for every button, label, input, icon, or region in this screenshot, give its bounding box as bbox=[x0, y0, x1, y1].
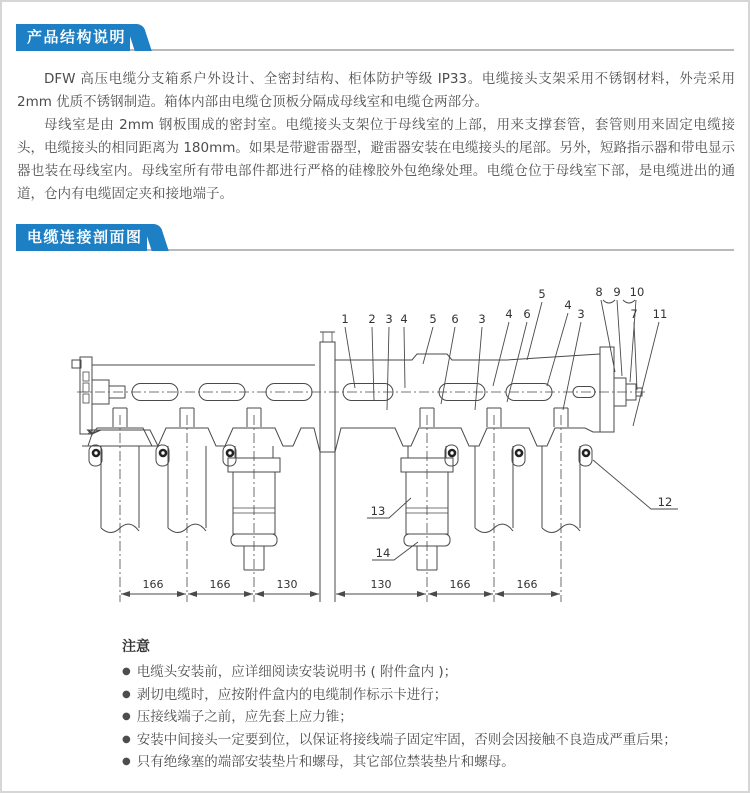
note-item bbox=[122, 684, 708, 707]
section-title-banner: 电缆连接剖面图 bbox=[16, 224, 147, 251]
section-header-structure bbox=[16, 24, 734, 51]
part-label: 13 bbox=[370, 504, 386, 518]
part-leaders bbox=[345, 300, 678, 560]
part-label: 2 bbox=[368, 312, 376, 326]
dimension-label: 166 bbox=[209, 578, 231, 591]
part-label: 1 bbox=[341, 312, 349, 326]
note-item bbox=[122, 751, 708, 774]
dimension-label: 166 bbox=[516, 578, 538, 591]
part-label: 5 bbox=[538, 287, 546, 301]
part-label: 8 bbox=[595, 285, 603, 299]
housing-bottom-profile bbox=[88, 428, 600, 452]
installation-notes bbox=[122, 636, 708, 774]
part-label: 6 bbox=[451, 312, 459, 326]
part-label: 3 bbox=[577, 307, 585, 321]
paragraph-1: DFW 高压电缆分支箱系户外设计、全密封结构、柜体防护等级 IP33。电缆接头支架采用不锈钢材料，外壳采用 2mm 优质不锈钢制造。箱体内部由电缆仓顶板分隔成母线室和电缆仓两部分。 bbox=[17, 71, 735, 110]
dimension-label: 166 bbox=[449, 578, 471, 591]
straight-joint-cables bbox=[228, 446, 453, 570]
bullet-icon: ● bbox=[122, 666, 131, 677]
bullet-icon: ● bbox=[122, 756, 131, 767]
diagram-svg bbox=[37, 280, 717, 614]
bullet-icon: ● bbox=[122, 733, 131, 745]
part-label: 9 bbox=[613, 285, 621, 299]
cable-clamps bbox=[89, 445, 592, 466]
cable-stems bbox=[113, 408, 568, 427]
note-text: 剥切电缆时，应按附件盒内的电缆制作标示卡进行； bbox=[136, 686, 448, 703]
dimension-label: 166 bbox=[142, 578, 164, 591]
dimension-label: 130 bbox=[276, 578, 298, 591]
part-label: 3 bbox=[385, 312, 393, 326]
note-item bbox=[122, 661, 708, 684]
cable-cross-section-diagram bbox=[37, 280, 717, 614]
part-label: 14 bbox=[375, 546, 391, 560]
part-label: 5 bbox=[429, 312, 437, 326]
cable-centerlines bbox=[120, 415, 561, 602]
part-label: 6 bbox=[523, 307, 531, 321]
paragraph-2: 母线室是由 2mm 钢板围成的密封室。电缆接头支架位于母线室的上部，用来支撑套管，套管则用来固定电缆接头，电缆接头的相同距离为 180mm。如果是带避雷器型，避雷器安装在电缆接头的尾部。另外，短路指示器和带电显示器也装在母线室内。母线室所有带电部件都进行严格的硅橡胶外包绝缘处理。电缆仓位于母线室下部，是电缆进出的通道，仓内有电缆固定夹和接地端子。 bbox=[17, 117, 735, 202]
bullet-icon: ● bbox=[122, 711, 131, 722]
note-item bbox=[122, 729, 708, 752]
part-label: 4 bbox=[505, 307, 513, 321]
part-label: 4 bbox=[400, 312, 408, 326]
notes-heading: 注意 bbox=[122, 639, 150, 655]
note-text: 电缆头安装前，应详细阅读安装说明书 ( 附件盒内 )； bbox=[136, 664, 458, 680]
part-label: 10 bbox=[629, 285, 645, 299]
part-label: 11 bbox=[652, 307, 668, 321]
bullet-icon: ● bbox=[122, 688, 131, 700]
note-text: 压接线端子之前，应先套上应力锥； bbox=[136, 709, 353, 725]
note-item bbox=[122, 706, 708, 729]
part-labels bbox=[341, 285, 672, 560]
part-label: 4 bbox=[564, 298, 572, 312]
note-text: 只有绝缘塞的端部安装垫片和螺母，其它部位禁装垫片和螺母。 bbox=[136, 754, 515, 770]
part-label: 3 bbox=[478, 312, 486, 326]
note-text: 安装中间接头一定要到位，以保证将接线端子固定牢固，否则会因接触不良造成严重后果； bbox=[136, 731, 677, 748]
section-header-diagram bbox=[16, 224, 734, 251]
dimension-label: 130 bbox=[370, 578, 392, 591]
cables bbox=[101, 446, 580, 533]
part-label: 12 bbox=[657, 495, 673, 509]
structure-description bbox=[17, 68, 735, 206]
part-label: 7 bbox=[630, 307, 638, 321]
section-title-banner: 产品结构说明 bbox=[16, 24, 130, 51]
